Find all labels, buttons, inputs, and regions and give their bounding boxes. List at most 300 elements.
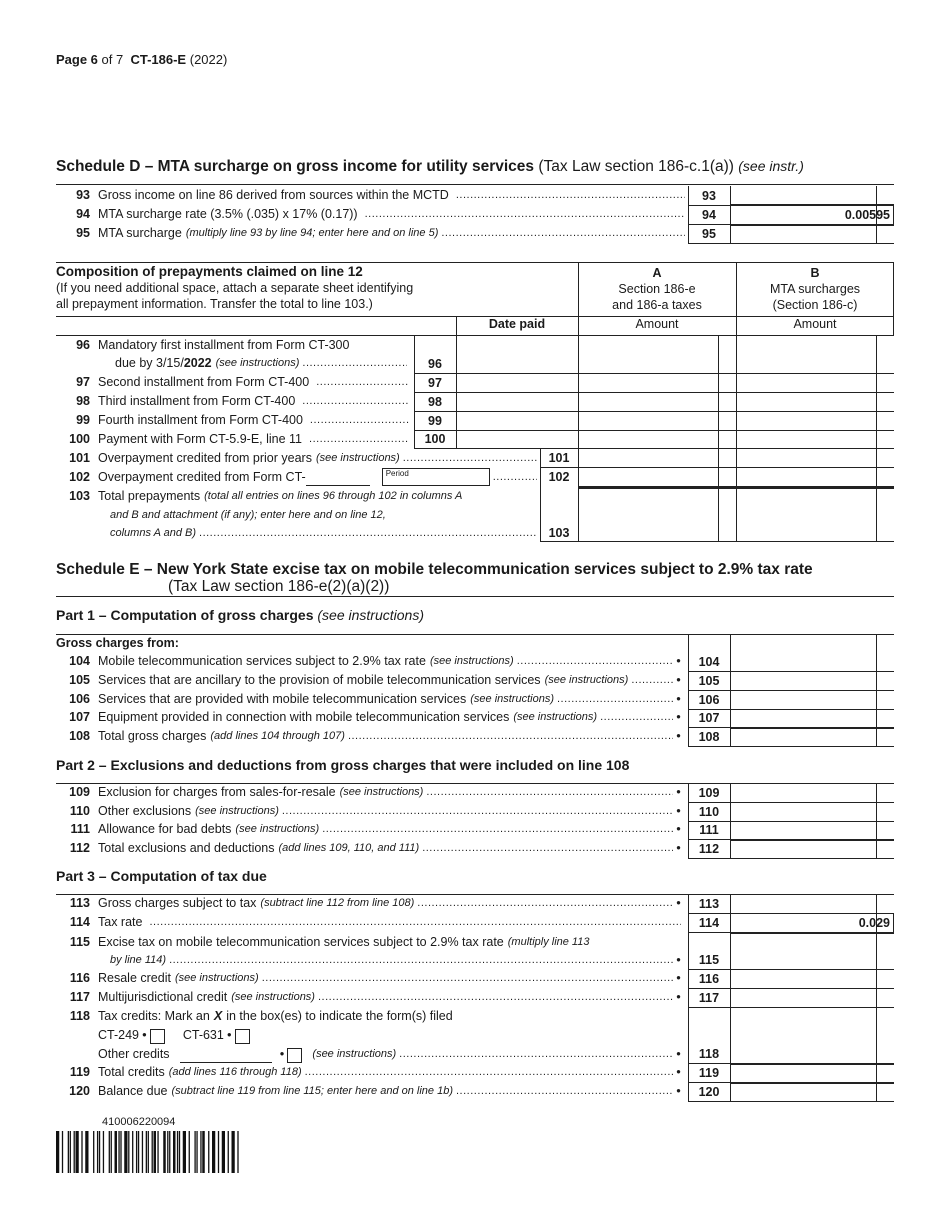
divider: [414, 335, 415, 448]
prepayments-desc-1: (If you need additional space, attach a separate sheet identifying: [56, 281, 414, 295]
line-label: Total exclusions and deductions: [98, 841, 275, 855]
line-label: Total prepayments: [98, 489, 201, 503]
divider: [876, 727, 877, 746]
line-label: Overpayment credited from Form CT-: [98, 470, 306, 484]
bullet-icon: ●: [676, 731, 681, 740]
column-a-amount-field[interactable]: [579, 467, 717, 486]
divider: [688, 1101, 730, 1102]
dot-leader: [262, 968, 673, 987]
line-label: Exclusion for charges from sales-for-resale: [98, 785, 336, 799]
form-line-118-checks: [98, 1026, 398, 1044]
line-number: 119: [69, 1065, 90, 1079]
barcode-bar: [169, 1131, 170, 1173]
line-number-box: 105: [698, 673, 720, 688]
form-line: [50, 373, 412, 391]
line-number-box: 104: [698, 654, 720, 669]
amount-field[interactable]: [731, 1063, 876, 1082]
barcode-bar: [97, 1131, 98, 1173]
line-label: Gross charges subject to tax: [98, 896, 257, 910]
divider: [688, 186, 689, 243]
divider: [730, 243, 894, 244]
schedule-e-law: (Tax Law section 186-e(2)(a)(2)): [168, 578, 390, 595]
dot-leader: [631, 670, 673, 689]
column-b-amount-field[interactable]: [737, 335, 875, 373]
divider: [730, 1101, 894, 1102]
line-number: 118: [69, 1009, 90, 1023]
line-number-box: 102: [548, 470, 570, 484]
divider: [688, 858, 730, 859]
barcode-bar: [237, 1131, 238, 1173]
dot-leader: [322, 819, 673, 838]
line-number-box: 111: [699, 822, 719, 837]
amount-field[interactable]: [731, 652, 876, 671]
form-ct-input[interactable]: [306, 471, 370, 486]
line-number: 95: [76, 226, 90, 240]
dot-leader: [302, 391, 409, 410]
amount-field[interactable]: [731, 988, 876, 1007]
line-number: 96: [76, 338, 90, 352]
line-number: 100: [69, 432, 90, 446]
divider: [688, 243, 730, 244]
amount-field[interactable]: [731, 690, 876, 709]
line-note: (see instructions): [315, 452, 400, 464]
dot-leader: [348, 726, 673, 745]
line-number-box: 110: [698, 804, 720, 819]
line-number-box: 113: [698, 897, 720, 911]
line-label: Mobile telecommunication services subject to 2.9% tax rate: [98, 654, 426, 668]
line-number: 112: [69, 841, 90, 855]
barcode-bar: [138, 1131, 139, 1173]
barcode-bar: [99, 1131, 100, 1173]
barcode-bar: [87, 1131, 88, 1173]
barcode-bar: [132, 1131, 133, 1173]
line-label: Mandatory first installment from Form CT-300: [98, 338, 350, 352]
part1-heading: Part 1 – Computation of gross charges: [56, 607, 314, 623]
column-a-amount-field[interactable]: [579, 335, 717, 373]
line-note: (see instructions): [195, 805, 279, 817]
line-note: (multiply line 93 by line 94; enter here and on line 5): [185, 227, 439, 239]
barcode-bar: [128, 1131, 129, 1173]
divider: [876, 708, 877, 727]
form-line: [50, 802, 684, 820]
schedule-e-heading: Schedule E – New York State excise tax on mobile telecommunication services subject to 2.9% tax rate: [56, 561, 813, 578]
mark-x: X: [213, 1009, 223, 1023]
line-year: 2022: [183, 356, 212, 370]
barcode-bar: [173, 1131, 176, 1173]
divider: [876, 690, 877, 709]
dot-leader: [316, 372, 409, 391]
column-b-line1: MTA surcharges: [769, 282, 861, 296]
dot-leader: [365, 204, 685, 223]
amount-field[interactable]: [731, 708, 876, 727]
line-label: Overpayment credited from prior years: [98, 451, 312, 465]
date-paid-field[interactable]: [457, 411, 577, 430]
bullet-icon: ●: [676, 1049, 681, 1058]
line-number-box: 95: [702, 227, 716, 241]
barcode-bar: [196, 1131, 197, 1173]
amount-field[interactable]: [731, 224, 876, 243]
form-line: [50, 392, 412, 410]
column-b-amount-field[interactable]: [737, 430, 875, 448]
form-line-96: [50, 336, 410, 354]
column-b-amount-header: Amount: [793, 317, 837, 331]
form-line: [50, 671, 684, 689]
dot-leader: [441, 223, 685, 242]
barcode: [56, 1131, 240, 1173]
divider: [876, 969, 877, 988]
bullet-icon: ●: [676, 955, 681, 964]
ct249-label: CT-249: [98, 1028, 139, 1042]
dot-leader: [456, 1081, 673, 1100]
amount-value: 0.00595: [844, 208, 890, 222]
amount-field[interactable]: [731, 1082, 876, 1101]
date-paid-field[interactable]: [457, 373, 577, 392]
divider: [893, 204, 894, 224]
form-line-96-cont: [50, 354, 410, 372]
dot-leader: [149, 912, 681, 931]
form-id: CT-186-E: [130, 52, 187, 67]
column-a-amount-field[interactable]: [579, 486, 717, 541]
line-note: (add lines 104 through 107): [210, 730, 345, 742]
barcode-bar: [194, 1131, 195, 1173]
barcode-bar: [68, 1131, 69, 1173]
line-note: (see instructions): [339, 786, 424, 798]
form-line-118-other: [98, 1045, 684, 1063]
line-number-box: 97: [428, 376, 442, 390]
dot-leader: [310, 410, 409, 429]
form-line: [50, 690, 684, 708]
amount-field[interactable]: [731, 932, 876, 969]
ct249-checkbox[interactable]: [150, 1029, 165, 1044]
column-a-amount-field[interactable]: [579, 411, 717, 430]
dot-leader: [305, 1062, 674, 1081]
line-label: Other exclusions: [98, 804, 192, 818]
line-label: Gross income on line 86 derived from sources within the MCTD: [98, 188, 449, 202]
bullet-icon: ●: [142, 1030, 147, 1039]
column-b-amount-field[interactable]: [737, 373, 875, 392]
amount-field[interactable]: [731, 839, 876, 858]
ct631-checkbox[interactable]: [235, 1029, 250, 1044]
amount-field[interactable]: [731, 1006, 876, 1063]
column-b-amount-field[interactable]: [737, 486, 875, 541]
amount-field[interactable]: [731, 671, 876, 690]
column-b-line2: (Section 186-c): [772, 298, 858, 312]
line-number-box: 107: [698, 710, 720, 725]
line-number-box: 93: [702, 189, 716, 203]
part2-heading: Part 2 – Exclusions and deductions from gross charges that were included on line 108: [56, 757, 630, 773]
line-label: Services that are ancillary to the provision of mobile telecommunication services: [98, 673, 541, 687]
line-number: 106: [69, 692, 90, 706]
divider: [456, 335, 457, 448]
period-input[interactable]: [382, 468, 490, 486]
line-note: (see instructions): [235, 823, 320, 835]
period-label: Period: [385, 469, 409, 478]
amount-field[interactable]: [731, 969, 876, 988]
amount-field[interactable]: [731, 802, 876, 821]
schedule-d-title: [56, 158, 804, 176]
column-a-line2: and 186-a taxes: [612, 298, 702, 312]
line-label: Equipment provided in connection with mobile telecommunication services: [98, 710, 510, 724]
line-number: 97: [76, 375, 90, 389]
line-number-box: 98: [428, 395, 442, 409]
other-credits-checkbox[interactable]: [287, 1048, 302, 1063]
column-a-amount-field[interactable]: [579, 373, 717, 392]
barcode-bar: [228, 1131, 229, 1173]
form-line: [50, 988, 684, 1006]
line-number: 117: [69, 990, 90, 1004]
divider: [730, 746, 894, 747]
form-line: [50, 205, 688, 223]
line-note: (see instructions): [231, 991, 315, 1003]
column-a-amount-header: Amount: [635, 317, 679, 331]
page-number: Page 6: [56, 52, 98, 67]
barcode-bar: [189, 1131, 190, 1173]
barcode-bar: [118, 1131, 119, 1173]
barcode-bar: [77, 1131, 78, 1173]
column-b-amount-field[interactable]: [737, 467, 875, 486]
form-line: [50, 411, 412, 429]
line-label: Total gross charges: [98, 729, 207, 743]
column-a-amount-field[interactable]: [579, 392, 717, 411]
divider: [876, 1082, 877, 1101]
dot-leader: [456, 185, 685, 204]
dot-leader: [422, 838, 673, 857]
barcode-number: 410006220094: [102, 1116, 176, 1128]
column-a-amount-field[interactable]: [579, 448, 717, 467]
column-b-amount-field[interactable]: [737, 448, 875, 467]
divider: [876, 820, 877, 839]
barcode-bar: [185, 1131, 186, 1173]
barcode-bar: [224, 1131, 225, 1173]
line-number-box: 119: [698, 1066, 720, 1080]
line-number: 104: [69, 654, 90, 668]
divider: [876, 894, 877, 913]
line-note: (subtract line 112 from line 108): [260, 897, 415, 909]
divider: [688, 932, 730, 933]
line-label: MTA surcharge rate (3.5% (.035) x 17% (0.17)): [98, 207, 358, 221]
dot-leader: [199, 523, 537, 542]
part3-heading: Part 3 – Computation of tax due: [56, 868, 267, 884]
line-number: 111: [70, 822, 90, 836]
bullet-icon: ●: [279, 1049, 285, 1058]
dot-leader: [318, 987, 673, 1006]
line-note: (add lines 116 through 118): [168, 1066, 302, 1078]
dot-leader: [417, 893, 673, 912]
part1-see: (see instructions): [317, 607, 424, 623]
line-number: 102: [69, 470, 90, 484]
line-number: 108: [69, 729, 90, 743]
barcode-bar: [120, 1131, 121, 1173]
divider: [876, 335, 877, 541]
line-number-box: 101: [548, 451, 570, 465]
line-label: Resale credit: [98, 971, 171, 985]
other-credits-label: Other credits: [98, 1047, 170, 1061]
bullet-icon: ●: [676, 806, 681, 815]
line-label: Second installment from Form CT-400: [98, 375, 310, 389]
barcode-bar: [93, 1131, 94, 1173]
amount-field[interactable]: [731, 894, 876, 913]
line-note: (see instructions): [174, 972, 259, 984]
prepayments-header: [56, 264, 413, 312]
form-line: [50, 1082, 684, 1100]
dot-leader: [493, 467, 537, 486]
line-label: Multijurisdictional credit: [98, 990, 228, 1004]
line-note: (subtract line 119 from line 115; enter here and on line 1b): [171, 1085, 453, 1097]
form-line-115: [50, 933, 684, 951]
form-line: [50, 708, 684, 726]
line-number: 113: [69, 896, 90, 910]
schedule-d-law: (Tax Law section 186-c.1(a)): [538, 158, 734, 175]
line-note: (see instructions): [312, 1048, 397, 1060]
amount-value: 0.029: [858, 916, 890, 930]
line-number-box: 109: [698, 785, 720, 800]
page-header: [56, 52, 227, 67]
amount-field[interactable]: [731, 783, 876, 802]
other-credits-input[interactable]: [180, 1048, 272, 1063]
amount-field[interactable]: [731, 727, 876, 746]
divider: [876, 839, 877, 858]
bullet-icon: ●: [676, 675, 681, 684]
amount-field[interactable]: [731, 186, 876, 205]
column-a-amount-field[interactable]: [579, 430, 717, 448]
form-line: [50, 820, 684, 838]
divider: [688, 746, 730, 747]
form-line-115-cont: [110, 951, 684, 969]
line-note: (see instructions): [470, 693, 554, 705]
form-line-118: [50, 1007, 684, 1025]
barcode-bar: [109, 1131, 110, 1173]
divider: [876, 988, 877, 1007]
date-paid-field[interactable]: [457, 392, 577, 411]
line-number-box: 94: [702, 208, 716, 222]
line-note: columns A and B): [110, 527, 197, 539]
line-number-box: 108: [698, 729, 720, 744]
barcode-bar: [115, 1131, 118, 1173]
line-label: Excise tax on mobile telecommunication services subject to 2.9% tax rate: [98, 935, 504, 949]
barcode-bar: [167, 1131, 168, 1173]
barcode-bar: [154, 1131, 157, 1173]
line-number: 120: [69, 1084, 90, 1098]
line-number: 110: [69, 804, 90, 818]
divider: [876, 224, 877, 243]
line-label: Payment with Form CT-5.9-E, line 11: [98, 432, 303, 446]
divider: [876, 932, 877, 969]
form-line: [50, 839, 684, 857]
line-number: 109: [69, 785, 90, 799]
divider: [730, 224, 894, 226]
line-number-box: 114: [698, 916, 720, 930]
schedule-d-see: (see instr.): [738, 158, 804, 174]
column-b-amount-field[interactable]: [737, 411, 875, 430]
line-number: 101: [69, 451, 90, 465]
form-line-103-cont: [110, 506, 540, 524]
date-paid-field[interactable]: [457, 335, 577, 373]
divider: [540, 541, 894, 542]
barcode-bar: [208, 1131, 209, 1173]
date-paid-header: Date paid: [488, 317, 546, 331]
line-label: Services that are provided with mobile telecommunication services: [98, 692, 467, 706]
barcode-bar: [103, 1131, 104, 1173]
barcode-bar: [111, 1131, 112, 1173]
line-label: Tax rate: [98, 915, 143, 929]
barcode-bar: [157, 1131, 158, 1173]
line-number-box: 106: [698, 692, 720, 707]
barcode-bar: [62, 1131, 63, 1173]
dot-leader: [600, 707, 673, 726]
dot-leader: [399, 1044, 673, 1063]
column-b-amount-field[interactable]: [737, 392, 875, 411]
line-number: 116: [69, 971, 90, 985]
divider: [688, 1007, 730, 1008]
divider: [876, 671, 877, 690]
form-line: [50, 913, 684, 931]
barcode-bar: [146, 1131, 147, 1173]
dot-leader: [557, 689, 673, 708]
bullet-icon: ●: [676, 824, 681, 833]
line-note: and B and attachment (if any); enter here and on line 12,: [110, 509, 386, 521]
bullet-icon: ●: [676, 1067, 681, 1076]
line-label: MTA surcharge: [98, 226, 182, 240]
barcode-bar: [136, 1131, 137, 1173]
schedule-d-heading: Schedule D – MTA surcharge on gross income for utility services: [56, 158, 535, 175]
form-line: [50, 449, 540, 467]
bullet-icon: ●: [676, 694, 681, 703]
dot-leader: [403, 448, 537, 467]
line-label: due by 3/15/: [115, 356, 184, 370]
divider: [730, 204, 894, 206]
line-number-box: 120: [698, 1085, 720, 1099]
line-number: 115: [69, 935, 90, 949]
form-line-103-cont2: [110, 524, 540, 542]
line-label: Tax credits: Mark an: [98, 1009, 210, 1023]
bullet-icon: ●: [676, 898, 681, 907]
column-b-header: [736, 265, 894, 313]
date-paid-field[interactable]: [457, 430, 577, 448]
amount-field[interactable]: [731, 820, 876, 839]
line-number-box: 117: [698, 991, 720, 1005]
form-line-102: [50, 468, 540, 486]
line-number: 103: [69, 489, 90, 503]
line-number-box: 99: [428, 414, 442, 428]
form-line: [50, 186, 688, 204]
form-line: [50, 783, 684, 801]
form-line: [50, 969, 684, 987]
line-number: 99: [76, 413, 90, 427]
barcode-bar: [81, 1131, 82, 1173]
line-number: 107: [69, 710, 90, 724]
barcode-bar: [200, 1131, 201, 1173]
line-note: (see instructions): [513, 711, 598, 723]
barcode-bar: [202, 1131, 205, 1173]
line-label: Allowance for bad debts: [98, 822, 232, 836]
line-note: (total all entries on lines 96 through 102 in columns A: [204, 490, 463, 502]
column-b-letter: B: [810, 266, 820, 280]
page-of: of 7: [101, 52, 124, 67]
line-number-box: 118: [698, 1047, 720, 1061]
dot-leader: [302, 353, 407, 372]
line-number-box: 112: [698, 841, 720, 856]
part1-title: [56, 607, 424, 623]
divider: [893, 913, 894, 932]
form-line: [50, 727, 684, 745]
barcode-bar: [214, 1131, 215, 1173]
bullet-icon: ●: [676, 843, 681, 852]
dot-leader: [517, 651, 673, 670]
dot-leader: [169, 950, 673, 969]
line-number-box: 100: [424, 432, 446, 446]
ct631-label: CT-631: [182, 1028, 224, 1042]
divider: [718, 335, 719, 541]
